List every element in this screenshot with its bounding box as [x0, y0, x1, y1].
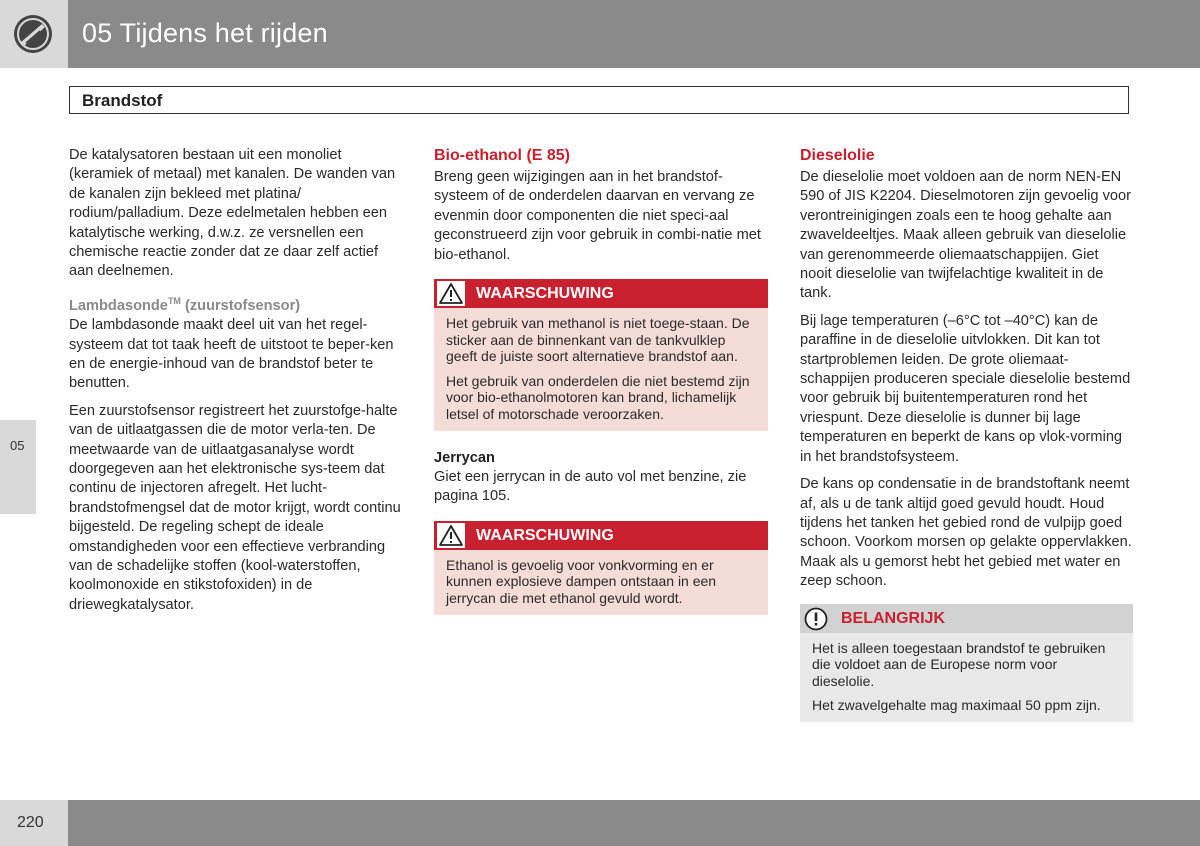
important-text: Het zwavelgehalte mag maximaal 50 ppm zijn.	[812, 697, 1101, 714]
diesel-paragraph-2: Bij lage temperaturen (–6°C tot –40°C) kan de paraffine in de dieselolie uitvlokken. Dit kan tot startproblemen leiden. De grote oliemaat-schappijen produceren speciale dieselolie bestemd voor gebruik bij buitentemperaturen rond het vriespunt. Deze dieselolie is dunner bij lage temperaturen en beperkt de kans op vlok-vorming in het brandstofsysteem.	[800, 312, 1131, 465]
column-1	[69, 146, 404, 623]
section-title: Brandstof	[82, 91, 163, 110]
page-number: 220	[17, 814, 44, 831]
important-body	[800, 633, 1133, 722]
section-title-box	[69, 86, 1129, 114]
warning-box-methanol	[434, 279, 768, 431]
diesel-paragraph-1: De dieselolie moet voldoen aan de norm NEN-EN 590 of JIS K2204. Dieselmotoren zijn gevoelig voor verontreinigingen zoals een te hoog gehalte aan zwaveldeeltjes. Maak alleen gebruik van dieselolie van gerenommeerde oliemaatschappijen. Giet nooit dieselolie van twijfelachtige kwaliteit in de tank.	[800, 169, 1131, 302]
footer-bar	[68, 800, 1200, 846]
side-tab-label: 05	[10, 438, 25, 453]
warning-body	[434, 308, 768, 431]
lambda-subheading-main: Lambdasonde	[69, 297, 168, 314]
bioethanol-heading: Bio-ethanol (E 85)	[434, 147, 571, 164]
jerrycan-heading: Jerrycan	[434, 449, 495, 466]
warning-triangle-icon	[437, 281, 465, 306]
warning-text: Ethanol is gevoelig voor vonkvorming en er kunnen explosieve dampen ontstaan in een jerrycan die met ethanol gevuld wordt.	[446, 556, 717, 606]
warning-header	[434, 521, 768, 550]
important-header	[800, 604, 1133, 633]
important-label: BELANGRIJK	[841, 609, 946, 627]
catalyst-paragraph: De katalysatoren bestaan uit een monoliet (keramiek of metaal) met kanalen. De wanden van de kanalen zijn bekleed met platina/ rodium/palladium. Deze edelmetalen hebben een katalytische werking, d.w.z. ze versnellen een chemische reactie zonder dat ze daar zelf actief aan deelnemen.	[69, 147, 396, 280]
warning-box-ethanol	[434, 521, 768, 615]
important-box	[800, 604, 1133, 722]
oxygen-sensor-paragraph: Een zuurstofsensor registreert het zuurstofge-halte van de uitlaatgassen die de motor verla-ten. De meetwaarde van de uitlaatgasanalyse wordt doorgegeven aan het elektronische sys-teem dat continu de injectoren afregelt. Het lucht-brandstofmengsel dat de motor krijgt, wordt continu bijgesteld. De regeling schept de ideale omstandigheden voor een effectieve verbranding van de schadelijke stoffen (kool-waterstoffen, koolmonoxide en stikstofoxiden) in de driewegkatalysator.	[69, 402, 401, 613]
page-number-area	[0, 800, 68, 846]
warning-triangle-icon	[437, 523, 465, 548]
warning-header	[434, 279, 768, 308]
chapter-side-tab	[0, 420, 36, 514]
warning-label: WAARSCHUWING	[476, 526, 614, 544]
chapter-icon-area	[0, 0, 68, 68]
bioethanol-paragraph: Breng geen wijzigingen aan in het brandstof-systeem of de onderdelen daarvan en vervang ze evenmin door componenten die niet speci-aal geconstrueerd zijn voor gebruik in combi-natie met bio-ethanol.	[434, 169, 761, 263]
column-2	[434, 146, 768, 629]
lambda-subheading-rest: (zuurstofsensor)	[180, 297, 301, 314]
lambda-subheading	[69, 292, 404, 316]
trademark-sup: TM	[167, 295, 181, 306]
warning-label: WAARSCHUWING	[476, 285, 614, 303]
lambda-paragraph: De lambdasonde maakt deel uit van het regel-systeem dat tot taak heeft de uitstoot te beper-ken en de energie-inhoud van de brandstof beter te benutten.	[69, 317, 394, 392]
jerrycan-paragraph: Giet een jerrycan in de auto vol met benzine, zie pagina 105.	[434, 469, 747, 505]
exclamation-circle-icon	[804, 607, 828, 631]
important-text: Het is alleen toegestaan brandstof te gebruiken die voldoet aan de Europese norm voor dieselolie.	[812, 639, 1106, 689]
warning-text: Het gebruik van methanol is niet toege-staan. De sticker aan de binnenkant van de tankvulklep geeft de juiste soort alternatieve brandstof aan.	[446, 315, 750, 365]
column-3	[800, 146, 1133, 722]
chapter-header	[68, 0, 1200, 68]
diesel-paragraph-3: De kans op condensatie in de brandstoftank neemt af, als u de tank altijd goed gevuld houdt. Houd tijdens het tanken het gebied rond de vulpijp goed schoon. Voorkom morsen op gelakte oppervlakken. Maak als u gemorst hebt het gebied met water en zeep schoon.	[800, 476, 1132, 590]
warning-body	[434, 550, 768, 615]
steering-road-icon	[12, 13, 54, 55]
chapter-title: 05 Tijdens het rijden	[82, 18, 328, 48]
warning-text: Het gebruik van onderdelen die niet bestemd zijn voor bio-ethanolmotoren kan brand, lichamelijk letsel of motorschade veroorzaken.	[446, 372, 750, 422]
diesel-heading: Dieselolie	[800, 147, 875, 164]
